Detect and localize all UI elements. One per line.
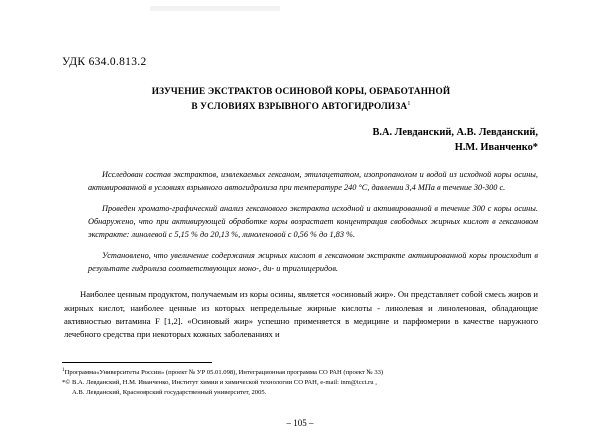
author-line-2: Н.М. Иванченко* xyxy=(454,142,538,154)
author-list xyxy=(62,125,538,155)
article-title xyxy=(68,86,534,115)
footnote-marker: 1 xyxy=(62,367,65,374)
abstract-paragraph-3: Установлено, что увеличение содержания жирных кислот в гексановом экстракте активированной коры происходит в результате гидролиза соответствующих моно-, ди- и триглицеридов. xyxy=(88,251,538,273)
scan-artifact xyxy=(150,6,280,11)
author-line-1: В.А. Левданский, А.В. Левданский, xyxy=(372,127,538,139)
udk-code: УДК 634.0.813.2 xyxy=(62,56,147,68)
footnote-line-2: *© В.А. Левданский, Н.М. Иванченко, Институт химии и химической технологии СО РАН, e-mail: inm@icct.ru , xyxy=(62,379,377,387)
body-paragraph-1: Наиболее ценным продуктом, получаемым из коры осины, является «осиновый жир». Он представляет собой смесь жиров и жирных кислот, наиболее ценные из которых непредельные жирные кислоты - линолевая и линоленовая, обладающие активностью витамина F [1,2]. «Осиновый жир» успешно применяется в медицине и парфюмерии в качестве наружного лечебного средства при некоторых кожных заболеваниях и xyxy=(64,289,538,340)
footnote-block xyxy=(62,362,540,398)
footnote-line-1: Программа«Университеты России» (проект № УР 05.01.098), Интеграционная программа СО РАН (проект № 33) xyxy=(64,369,384,377)
article-title-line-2: В УСЛОВИЯХ ВЗРЫВНОГО АВТОГИДРОЛИЗА xyxy=(191,102,408,113)
footnote-line-3: А.В. Левданский, Красноярский государственный университет, 2005. xyxy=(72,389,267,397)
page-number: – 105 – xyxy=(286,418,314,428)
abstract-paragraph-2: Проведен хромато-графический анализ гексанового экстракта исходной и активированной в течение 300 с коры осины. Обнаружено, что при активирующей обработке коры возрастает концентрация свободных жирных кислот в гексановом экстракте: линолевой с 5,15 % до 20,13 %, линоленовой с 0,56 % до 1,83 %. xyxy=(88,204,538,239)
abstract-paragraph-1: Исследован состав экстрактов, извлекаемых гексаном, этилацетатом, изопропанолом и водой из исходной коры осины, активированной в условиях взрывного автогидролиза при температуре 240 °С, давлении 3,4 МПа в течение 30-300 с. xyxy=(88,170,538,192)
article-title-line-1: ИЗУЧЕНИЕ ЭКСТРАКТОВ ОСИНОВОЙ КОРЫ, ОБРАБОТАННОЙ xyxy=(151,87,451,97)
title-footnote-marker: 1 xyxy=(407,100,411,108)
footnote-separator xyxy=(62,362,212,363)
footnote-text xyxy=(62,367,540,398)
